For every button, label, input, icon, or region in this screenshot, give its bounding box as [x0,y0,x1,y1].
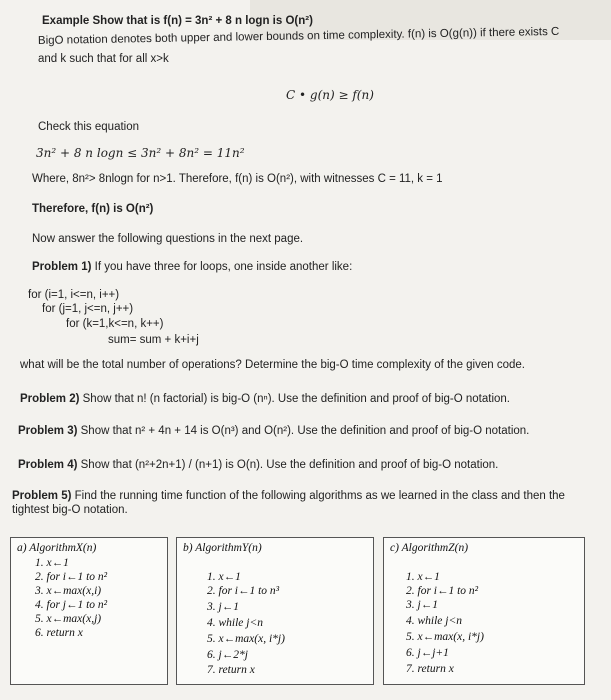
problem-5-text-cont: tightest big-O notation. [12,504,128,516]
problem-4-text: Show that (n²+2n+1) / (n+1) is O(n). Use the definition and proof of big-O notation. [77,459,499,471]
problem-1-question: what will be the total number of operations? Determine the big-O time complexity of the given code. [20,359,525,371]
algorithm-x-line: 6. return x [35,627,83,639]
algorithm-z-line: 5. x←max(x, i*j) [406,631,484,643]
algorithm-z-line: 1. x←1 [406,571,440,583]
problem-5-label: Problem 5) [12,490,72,502]
problem-4 [18,458,498,472]
algorithm-y-line: 7. return x [207,664,255,676]
therefore-statement: Therefore, f(n) is O(n²) [32,203,154,215]
problem-3-text: Show that n² + 4n + 14 is O(n³) and O(n²). Use the definition and proof of big-O notation. [77,425,530,437]
algorithm-y-title: b) AlgorithmY(n) [183,542,262,554]
check-heading: Check this equation [38,121,140,133]
bigo-definition-line2: and k such that for all x>k [38,53,169,65]
algorithm-y-line: 6. j←2*j [207,649,248,661]
algorithm-x-line: 1. x←1 [35,557,69,569]
bigo-definition-line1: BigO notation denotes both upper and lower bounds on time complexity. f(n) is O(g(n)) if there exists C [37,25,560,47]
algorithm-y-line: 3. j←1 [207,601,239,613]
algorithm-z-box [383,537,585,685]
algorithm-x-line: 5. x←max(x,j) [35,613,102,625]
problem-5 [12,489,565,503]
problem-2-label: Problem 2) [20,393,80,405]
where-statement: Where, 8n²> 8nlogn for n>1. Therefore, f(n) is O(n²), with witnesses C = 11, k = 1 [32,173,443,185]
problem-3 [18,424,529,438]
algorithm-z-line: 2. for i←1 to n² [406,585,479,597]
problem-2-text: Show that n! (n factorial) is big-O (nⁿ). Use the definition and proof of big-O notation. [79,393,510,405]
example-title: Example Show that is f(n) = 3n² + 8 n logn is O(n²) [42,15,313,27]
code-line-4: sum= sum + k+i+j [108,334,199,346]
algorithm-y-line: 5. x←max(x, i*j) [207,633,285,645]
algorithm-x-line: 2. for i←1 to n² [35,571,108,583]
code-line-3: for (k=1,k<=n, k++) [66,318,164,330]
algorithm-z-line: 4. while j<n [406,615,462,627]
problem-3-label: Problem 3) [18,425,78,437]
problem-1 [32,260,352,274]
algorithm-x-title: a) AlgorithmX(n) [17,542,97,554]
algorithm-y-line: 4. while j<n [207,617,263,629]
problem-1-label: Problem 1) [32,261,92,273]
bigo-formula: C • g(n) ≥ f(n) [286,88,374,102]
algorithm-z-line: 3. j←1 [406,599,438,611]
algorithm-x-line: 4. for j←1 to n² [35,599,108,611]
algorithm-y-line: 2. for i←1 to n³ [207,585,280,597]
algorithm-y-line: 1. x←1 [207,571,241,583]
algorithm-x-line: 3. x←max(x,i) [35,585,102,597]
algorithm-y-box [176,537,374,685]
problem-5-text: Find the running time function of the following algorithms as we learned in the class and then the [71,490,565,502]
algorithm-z-line: 6. j←j+1 [406,647,449,659]
algorithm-x-box [10,537,168,685]
problem-4-label: Problem 4) [18,459,78,471]
code-line-1: for (i=1, i<=n, i++) [28,289,120,301]
code-line-2: for (j=1, j<=n, j++) [42,303,134,315]
algorithm-z-title: c) AlgorithmZ(n) [390,542,469,554]
algorithm-z-line: 7. return x [406,663,454,675]
inequality: 3n² + 8 n logn ≤ 3n² + 8n² = 11n² [36,146,245,160]
problem-1-text: If you have three for loops, one inside another like: [91,261,353,273]
problem-2 [20,392,510,406]
instruction-text: Now answer the following questions in the next page. [32,233,304,245]
